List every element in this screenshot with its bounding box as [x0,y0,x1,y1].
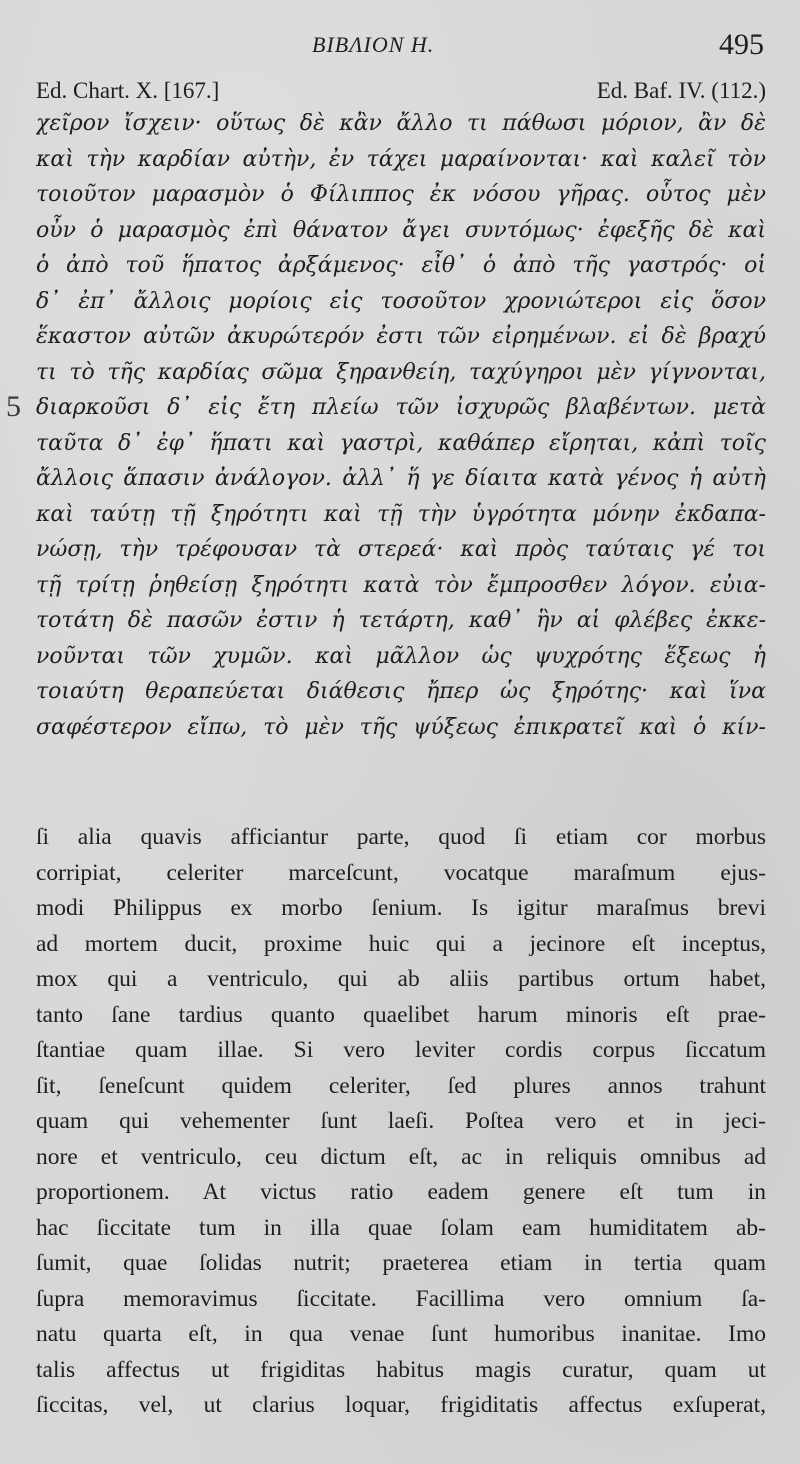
latin-line: ad mortem ducit, proxime huic qui a jecinore eſt inceptus, [36,930,766,957]
latin-line: ſtantiae quam illae. Si vero leviter cordis corpus ſiccatum [36,1037,766,1063]
latin-line: quam qui vehementer ſunt laeſi. Poſtea vero et in jeci- [36,1108,766,1134]
greek-line: τοιαύτη θεραπεύεται διάθεσις ἤπερ ὡς ξηρότης· καὶ ἵνα [36,679,766,704]
edition-reference-chart: Ed. Chart. X. [167.] [36,78,220,103]
greek-text [36,106,766,745]
greek-line: σαφέστερον εἴπω, τὸ μὲν τῆς ψύξεως ἐπικρατεῖ καὶ ὁ κίν- [36,714,766,740]
greek-line: τι τὸ τῆς καρδίας σῶμα ξηρανθείη, ταχύγηροι μὲν γίγνονται, [36,359,766,385]
latin-line: tanto ſane tardius quanto quaelibet harum minoris eſt prae- [36,1001,766,1028]
greek-line: τοιοῦτον μαρασμὸν ὁ Φίλιππος ἐκ νόσου γῆρας. οὗτος μὲν [36,182,766,207]
latin-line: nore et ventriculo, ceu dictum eſt, ac in reliquis omnibus ad [36,1143,766,1170]
latin-translation [36,820,766,1424]
latin-line: ſumit, quae ſolidas nutrit; praeterea etiam in tertia quam [36,1250,766,1276]
edition-references [36,78,766,108]
greek-line: χεῖρον ἴσχειν· οὕτως δὲ κἂν ἄλλο τι πάθωσι μόριον, ἂν δὲ [36,111,766,136]
greek-line: νώσῃ, τὴν τρέφουσαν τὰ στερεά· καὶ πρὸς ταύταις γέ τοι [36,537,766,562]
latin-line: natu quarta eſt, in qua venae ſunt humoribus inanitae. Imo [36,1321,766,1347]
greek-line: ὁ ἀπὸ τοῦ ἥπατος ἀρξάμενος· εἶθ᾽ ὁ ἀπὸ τῆς γαστρός· οἱ [36,253,766,278]
latin-line: modi Philippus ex morbo ſenium. Is igitur maraſmus brevi [36,895,766,921]
latin-line: hac ſiccitate tum in illa quae ſolam eam humiditatem ab- [36,1214,766,1241]
greek-line: οὖν ὁ μαρασμὸς ἐπὶ θάνατον ἄγει συντόμως· ἐφεξῆς δὲ καὶ [36,217,766,243]
edition-reference-basel: Ed. Baf. IV. (112.) [596,78,766,103]
margin-line-marker: 5 [6,390,21,423]
latin-line: talis affectus ut frigiditas habitus magis curatur, quam ut [36,1356,766,1383]
greek-line: ἄλλοις ἅπασιν ἀνάλογον. ἀλλ᾽ ἥ γε δίαιτα κατὰ γένος ἡ αὐτὴ [36,466,766,491]
greek-line: διαρκοῦσι δ᾽ εἰς ἔτη πλείω τῶν ἰσχυρῶς βλαβέντων. μετὰ [36,395,766,420]
greek-line: ταῦτα δ᾽ ἐφ᾽ ἥπατι καὶ γαστρὶ, καθάπερ εἴρηται, κἀπὶ τοῖς [36,430,766,456]
greek-line: καὶ ταύτῃ τῇ ξηρότητι καὶ τῇ τὴν ὑγρότητα μόνην ἐκδαπα- [36,501,766,527]
latin-line: ſiccitas, vel, ut clarius loquar, frigiditatis affectus exſuperat, [36,1392,766,1418]
greek-line: ἕκαστον αὐτῶν ἀκυρώτερόν ἐστι τῶν εἰρημένων. εἰ δὲ βραχύ [36,324,766,349]
greek-line: καὶ τὴν καρδίαν αὐτὴν, ἐν τάχει μαραίνονται· καὶ καλεῖ τὸν [36,146,766,172]
latin-line: ſit, ſeneſcunt quidem celeriter, ſed plures annos trahunt [36,1072,766,1099]
greek-line: δ᾽ ἐπ᾽ ἄλλοις μορίοις εἰς τοσοῦτον χρονιώτεροι εἰς ὅσον [36,288,766,314]
running-head [0,26,800,66]
latin-line: proportionem. At victus ratio eadem genere eſt tum in [36,1179,766,1205]
latin-line: ſupra memoravimus ſiccitate. Facillima vero omnium ſa- [36,1285,766,1312]
running-title: ΒΙΒΛΙΟΝ Η. [312,32,435,57]
latin-line: corripiat, celeriter marceſcunt, vocatque maraſmum ejus- [36,859,766,886]
greek-line: νοῦνται τῶν χυμῶν. καὶ μᾶλλον ὡς ψυχρότης ἕξεως ἡ [36,643,766,669]
greek-line: τῇ τρίτῃ ῥηθείσῃ ξηρότητι κατὰ τὸν ἔμπροσθεν λόγον. εὐια- [36,572,766,598]
latin-line: mox qui a ventriculo, qui ab aliis partibus ortum habet, [36,966,766,992]
page-number: 495 [719,28,764,61]
latin-line: ſi alia quavis afficiantur parte, quod ſi etiam cor morbus [36,824,766,850]
greek-line: τοτάτη δὲ πασῶν ἐστιν ἡ τετάρτη, καθ᾽ ἣν αἱ φλέβες ἐκκε- [36,608,766,633]
